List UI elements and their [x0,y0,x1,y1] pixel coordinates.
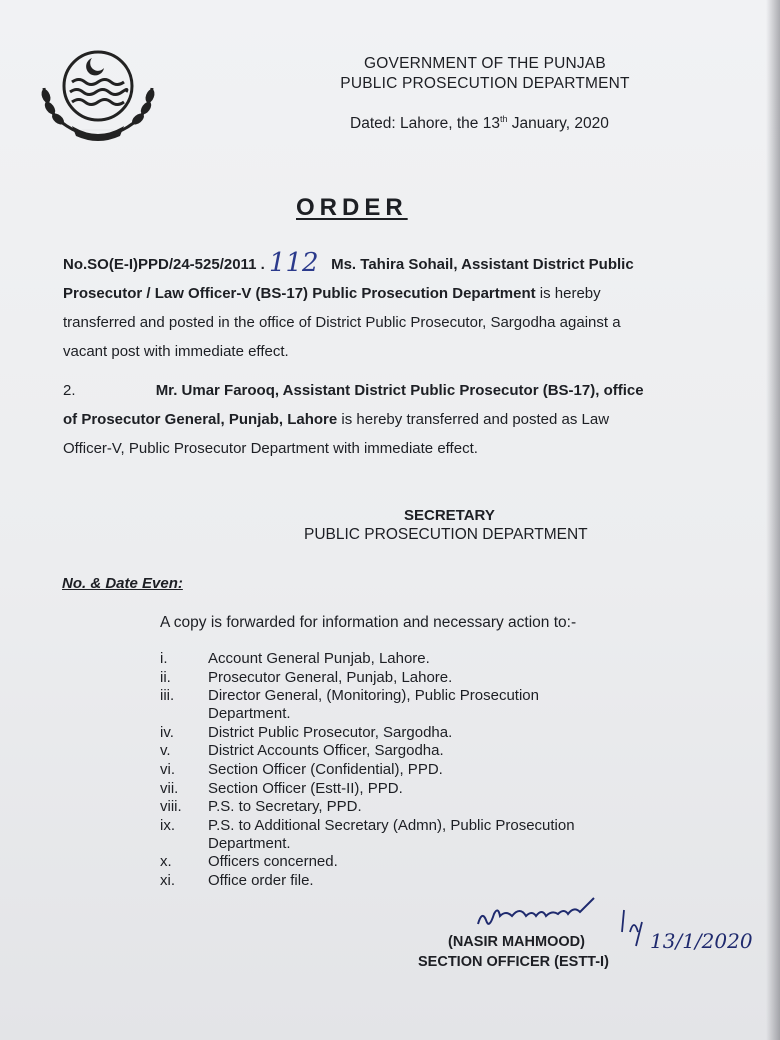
list-item-text: P.S. to Secretary, PPD. [208,798,362,816]
paragraph1-rest: is hereby transferred and posted in the office of District Public Prosecutor, Sargodha against a vacant post with immediate effect. [63,285,621,360]
no-date-even: No. & Date Even: [62,575,183,592]
list-item-text: District Accounts Officer, Sargodha. [208,742,444,760]
list-item-number: viii. [160,798,182,816]
list-item [160,669,630,687]
list-item-number: v. [160,742,171,760]
list-item-number: vi. [160,760,175,778]
list-item [160,650,630,668]
list-item-text: Office order file. [208,871,314,889]
handwritten-order-number: 112 [268,248,319,278]
punjab-emblem-logo [36,40,160,144]
list-item-number: ii. [160,668,171,686]
page-shadow-edge [766,0,780,1040]
list-item [160,817,630,853]
list-item-number: iii. [160,687,175,705]
list-item-text: Prosecutor General, Punjab, Lahore. [208,668,453,686]
order-reference-no: No.SO(E-I)PPD/24-525/2011 . [63,256,265,273]
list-item-text: District Public Prosecutor, Sargodha. [208,723,453,741]
list-item-text: Officers concerned. [208,853,338,871]
list-item-number: i. [160,650,168,667]
paragraph1-bold: Ms. Tahira Sohail, Assistant District Public Prosecutor / Law Officer-V (BS-17) Public Prosecution Department [63,256,634,302]
paragraph2-number: 2. [63,382,76,399]
secretary-department: PUBLIC PROSECUTION DEPARTMENT [304,526,588,543]
dated-sup: th [499,114,508,124]
list-item-number: x. [160,853,172,871]
list-item [160,687,630,723]
list-item [160,761,630,779]
order-paragraph-1 [63,247,655,366]
list-item-number: vii. [160,779,179,797]
list-item [160,798,630,816]
dated-suffix: January, 2020 [507,115,609,133]
list-item [160,724,630,742]
recipient-list [160,650,630,891]
dated-line [350,114,609,133]
forward-text: A copy is forwarded for information and necessary action to:- [160,614,577,631]
order-title: ORDER [296,194,408,221]
secretary-title: SECRETARY [404,507,495,524]
paragraph2-bold: Mr. Umar Farooq, Assistant District Public Prosecutor (BS-17), office of Prosecutor General, Punjab, Lahore [63,382,644,428]
list-item-number: ix. [160,816,175,834]
list-item-text: Section Officer (Estt-II), PPD. [208,779,403,797]
list-item [160,853,630,871]
list-item [160,742,630,760]
list-item-number: iv. [160,723,174,741]
header-department: PUBLIC PROSECUTION DEPARTMENT [340,75,630,92]
list-item-number: xi. [160,871,175,889]
signatory-title: SECTION OFFICER (ESTT-I) [418,954,609,970]
order-paragraph-2 [63,376,655,463]
list-item-text: Account General Punjab, Lahore. [208,650,430,667]
header-government: GOVERNMENT OF THE PUNJAB [364,55,606,72]
signatory-name: (NASIR MAHMOOD) [448,934,585,950]
list-item [160,872,630,890]
list-item-text: Director General, (Monitoring), Public Prosecution Department. [208,687,539,723]
list-item [160,780,630,798]
dated-prefix: Dated: Lahore, the 13 [350,115,500,133]
paragraph2-rest: is hereby transferred and posted as Law Officer-V, Public Prosecutor Department with immediate effect. [63,411,610,457]
handwritten-date: 13/1/2020 [650,929,753,953]
list-item-text: Section Officer (Confidential), PPD. [208,760,443,778]
list-item-text: P.S. to Additional Secretary (Admn), Public Prosecution Department. [208,816,575,852]
